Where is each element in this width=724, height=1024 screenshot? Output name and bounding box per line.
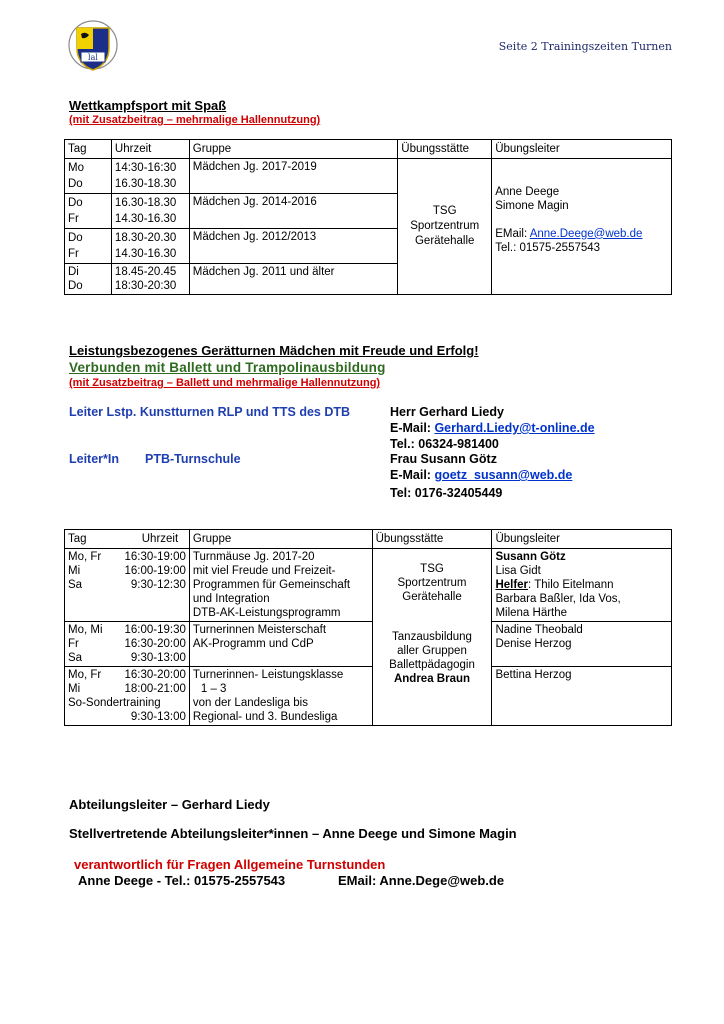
footer-line2: Stellvertretende Abteilungsleiter*innen – Anne Deege und Simone Magin (69, 826, 517, 841)
header-uebungsleiter: Übungsleiter (492, 140, 672, 159)
contact1-phone: Tel.: 06324-981400 (390, 437, 499, 451)
contact1-name: Herr Gerhard Liedy (390, 405, 504, 419)
club-logo (67, 14, 119, 76)
section1-table (64, 139, 672, 295)
footer-contact-name: Anne Deege - Tel.: 01575-2557543 (78, 873, 286, 888)
location-cell: TSG Sportzentrum Gerätehalle Tanzausbildung aller Gruppen Ballettpädagogin Andrea Braun (372, 549, 492, 726)
header-uhrzeit: Uhrzeit (141, 533, 179, 545)
contact2-name: Frau Susann Götz (390, 452, 497, 466)
header-uebungsstaette: Übungsstätte (372, 530, 492, 549)
section1-subtitle: (mit Zusatzbeitrag – mehrmalige Hallennutzung) (69, 114, 321, 126)
header-uhrzeit: Uhrzeit (111, 140, 189, 159)
header-tag: Tag (68, 533, 87, 545)
table-row: Do Fr 18.30-20.30 14.30-16.30 Mädchen Jg. 2012/2013 (65, 229, 672, 264)
contact2-email-line: E-Mail: goetz_susann@web.de (390, 468, 573, 482)
location-cell: TSG Sportzentrum Gerätehalle (398, 159, 492, 295)
table-row: Mo, Fr 16:30-19:00 Mi 16:00-19:00 Sa 9:30-12:30 Turnmäuse Jg. 2017-20 mit viel Freude und Freizeit- Programmen für Gemeinschaft und Integration DTB-AK-Leistungsprogramm TSG Sportzentrum Gerätehalle Tanzausbildung aller Gruppen Ballettpädagogin Andrea Braun Susann Götz Lisa Gidt Helfer: Thilo Eitelmann Barbara Baßler, Ida Vos, Milena Härthe (65, 549, 672, 622)
section2-subtitle-green: Verbunden mit Ballett und Trampolinausbildung (69, 360, 386, 375)
contact2-label-a: Leiter*In (69, 452, 120, 466)
table-row: Mo Do 14:30-16:30 16.30-18.30 Mädchen Jg. 2017-2019 TSG Sportzentrum Gerätehalle Anne Deege Simone Magin EMail: Anne.Deege@web.de Tel.: 01575-2557543 (65, 159, 672, 194)
section1-title: Wettkampfsport mit Spaß (69, 98, 227, 113)
table-header-row (65, 530, 672, 549)
contact2-email-link[interactable]: goetz_susann@web.de (434, 468, 573, 482)
footer-contact-email: EMail: Anne.Dege@web.de (338, 873, 505, 888)
contact1-email-link[interactable]: Gerhard.Liedy@t-online.de (434, 421, 595, 435)
section2-subtitle-red: (mit Zusatzbeitrag – Ballett und mehrmalige Hallennutzung) (69, 377, 381, 389)
header-uebungsleiter: Übungsleiter (492, 530, 672, 549)
header-gruppe: Gruppe (189, 140, 397, 159)
table-row: Do Fr 16.30-18.30 14.30-16.30 Mädchen Jg. 2014-2016 (65, 194, 672, 229)
email-link[interactable]: Anne.Deege@web.de (529, 227, 643, 240)
contact1-email-line: E-Mail: Gerhard.Liedy@t-online.de (390, 421, 595, 435)
table-row: Di Do 18.45-20.45 18:30-20:30 Mädchen Jg. 2011 und älter (65, 264, 672, 295)
section2-title: Leistungsbezogenes Gerätturnen Mädchen mit Freude und Erfolg! (69, 343, 479, 358)
table-row: Mo, Mi 16:00-19:30 Fr 16:30-20:00 Sa 9:30-13:00 Turnerinnen Meisterschaft AK-Programm und CdP Nadine Theobald Denise Herzog (65, 622, 672, 667)
footer-red-line: verantwortlich für Fragen Allgemeine Turnstunden (74, 857, 386, 872)
contact2-label-b: PTB-Turnschule (145, 452, 241, 466)
footer-line1: Abteilungsleiter – Gerhard Liedy (69, 797, 270, 812)
contact1-label: Leiter Lstp. Kunstturnen RLP und TTS des DTB (69, 405, 351, 419)
table-header-row (65, 140, 672, 159)
leader-cell: Anne Deege Simone Magin EMail: Anne.Deege@web.de Tel.: 01575-2557543 (492, 159, 672, 295)
table-row: Mo, Fr 16:30-20:00 Mi 18:00-21:00 So-Sondertraining 9:30-13:00 Turnerinnen- Leistungsklasse 1 – 3 von der Landesliga bis Regional- und 3. Bundesliga Bettina Herzog (65, 667, 672, 726)
header-uebungsstaette: Übungsstätte (398, 140, 492, 159)
page-label: Seite 2 Trainingszeiten Turnen (498, 40, 672, 53)
header-gruppe: Gruppe (189, 530, 372, 549)
svg-text:lal: lal (88, 53, 98, 62)
contact2-phone: Tel: 0176-32405449 (390, 486, 503, 500)
header-tag: Tag (65, 140, 112, 159)
section2-table (64, 529, 672, 726)
